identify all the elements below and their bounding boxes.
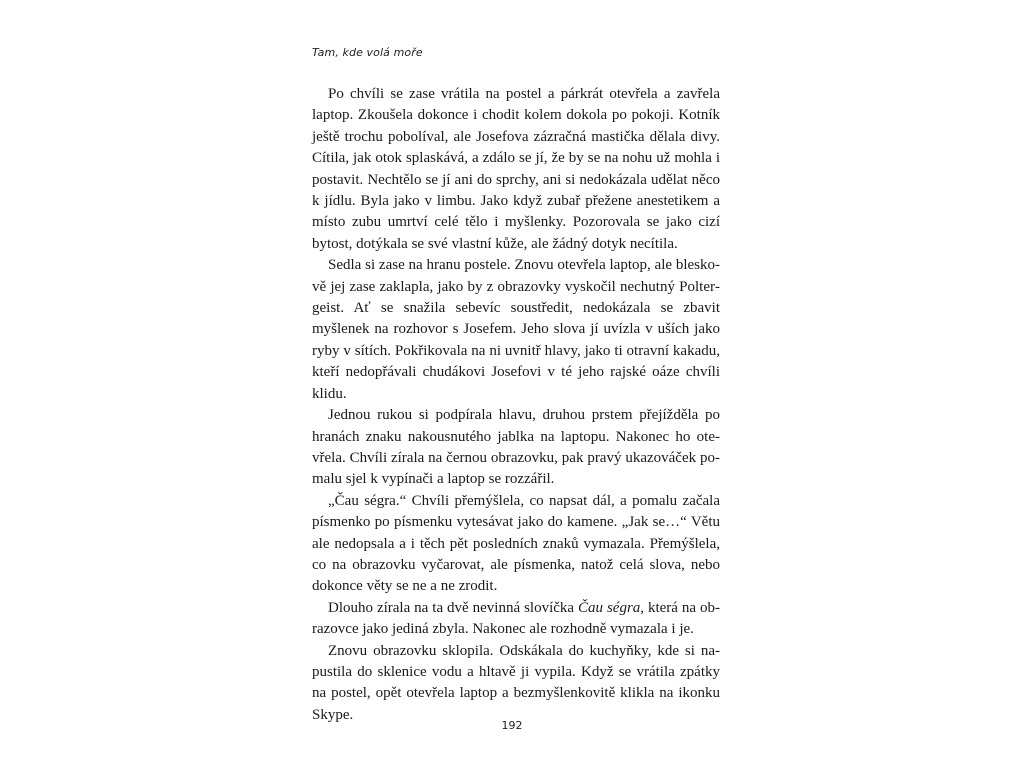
paragraph-text: „Čau ségra.“ Chvíli přemýšlela, co napsat dál, a pomalu začala písmenko po písmenku vytesávat jako do kamene. „Jak se…“ Větu ale nedopsala a i těch pět posledních znaků vymazala. Přemýšlela, co na obrazovku vyčarovat, ale písmenka, natož celá slova, nebo dokonce věty se ne a ne zrodit.	[312, 492, 720, 595]
paragraph-text: Po chvíli se zase vrátila na postel a párkrát otevřela a zavřela laptop. Zkoušela dokonce i chodit kolem dokola po pokoji. Kotník ještě trochu pobolíval, ale Josefova zázračná mastička dělala divy. Cítila, jak otok splaskává, a zdálo se jí, že by se na nohu už mohla i postavit. Nechtělo se jí ani do sprchy, ani si nedokázala udělat něco k jídlu. Byla jako v limbu. Jako když zubař přežene anestetikem a místo zubu umrtví celé tělo i myšlenky. Pozorovala se jako cizí bytost, dotýkala se své vlastní kůže, ale žádný dotyk necítila.	[312, 86, 720, 252]
paragraph	[312, 255, 720, 405]
page-number: 192	[501, 719, 523, 732]
paragraph	[312, 598, 720, 641]
paragraph-text: Dlouho zírala na ta dvě nevinná slovíčka	[328, 599, 578, 616]
paragraph	[312, 491, 720, 598]
paragraph	[312, 641, 720, 727]
paragraph-text: Znovu obrazovku sklopila. Odskákala do kuchyňky, kde si napustila do sklenice vodu a hltavě ji vypila. Když se vrátila zpátky na postel, opět otevřela laptop a bezmyšlenkovitě klikla na ikonku Skype.	[312, 642, 720, 723]
body-text	[312, 84, 720, 726]
italic-phrase: Čau ségra	[578, 599, 641, 616]
paragraph	[312, 405, 720, 491]
paragraph-text: Jednou rukou si podpírala hlavu, druhou prstem přejížděla po hranách znaku nakousnutého jablka na laptopu. Nakonec ho otevřela. Chvíli zírala na černou obrazovku, pak pravý ukazováček pomalu sjel k vypínači a laptop se rozzářil.	[312, 407, 720, 488]
paragraph	[312, 84, 720, 255]
paragraph-text: Sedla si zase na hranu postele. Znovu otevřela laptop, ale bleskově jej zase zaklapla, jako by z obrazovky vyskočil nechutný Poltergeist. Ať se snažila sebevíc soustředit, nedokázala se zbavit myšlenek na rozhovor s Josefem. Jeho slova jí uvízla v uších jako ryby v sítích. Pokřikovala na ni uvnitř hlavy, jako ti otravní kakadu, kteří nedopřávali chudákovi Josefovi v té jeho rajské oáze chvíli klidu.	[312, 257, 720, 402]
running-head: Tam, kde volá moře	[312, 46, 423, 59]
paragraph-text: , která na obrazovce jako jediná zbyla. Nakonec ale rozhodně vymazala i je.	[312, 599, 720, 638]
